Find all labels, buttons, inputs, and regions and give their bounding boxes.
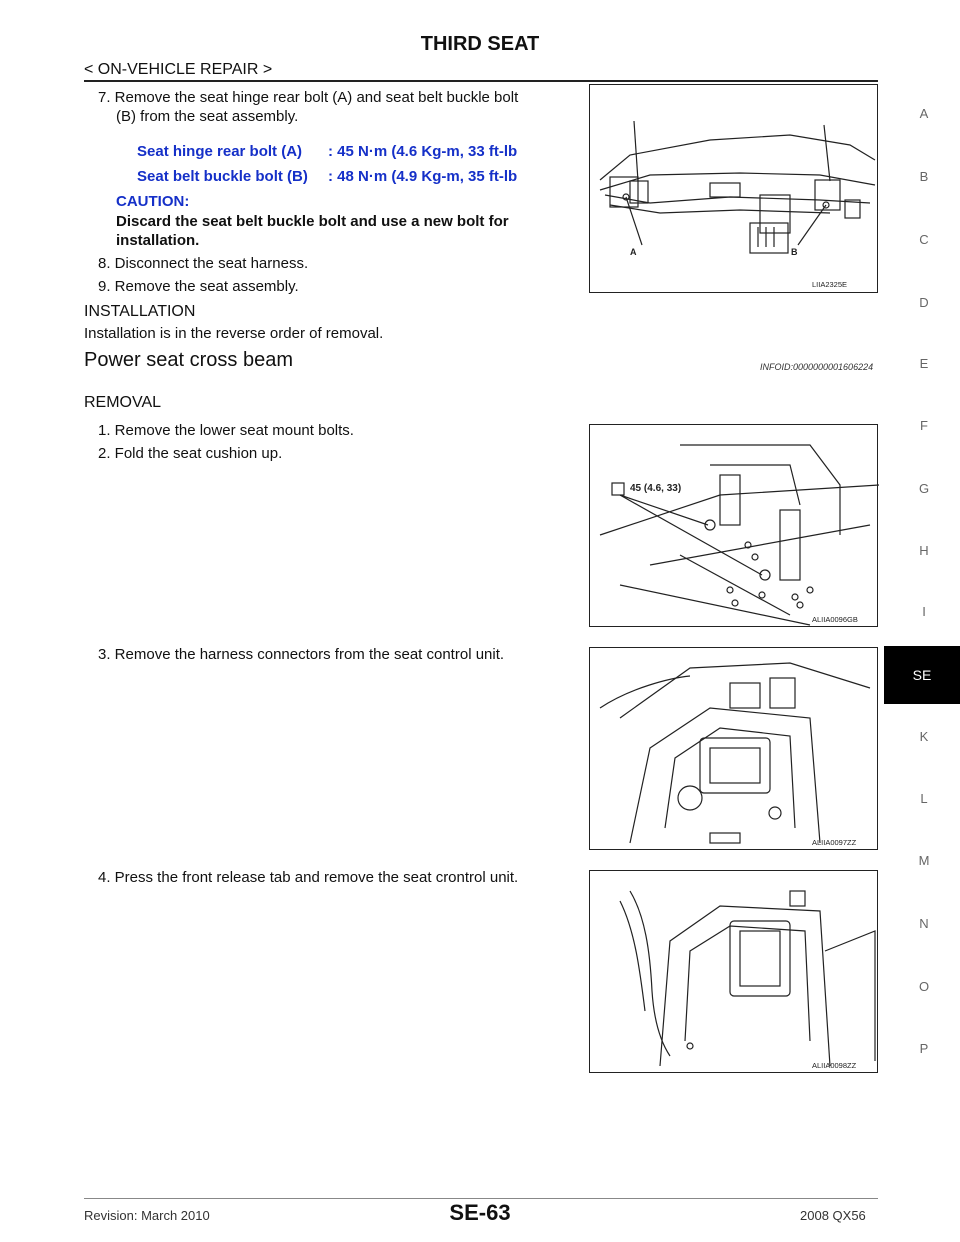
figure-harness-connectors xyxy=(589,647,878,850)
figure-release-drawing xyxy=(590,871,879,1074)
figure-id-3: ALIIA0097ZZ xyxy=(812,838,857,847)
spec-value-hinge-bolt: : 45 N·m (4.6 Kg-m, 33 ft-lb xyxy=(328,143,518,160)
figure-id-2: ALIIA0096GB xyxy=(812,615,858,624)
side-index-c[interactable]: C xyxy=(919,232,929,247)
figure-seat-hinge-drawing xyxy=(590,85,879,294)
figure-label-a: A xyxy=(630,247,637,257)
footer-model: 2008 QX56 xyxy=(800,1208,866,1223)
side-index-b[interactable]: B xyxy=(919,169,929,184)
removal-heading: REMOVAL xyxy=(84,394,162,411)
installation-text: Installation is in the reverse order of removal. xyxy=(84,325,384,342)
figure-id-4: ALIIA0098ZZ xyxy=(812,1061,857,1070)
step-9: 9. Remove the seat assembly. xyxy=(98,278,299,295)
side-index-k[interactable]: K xyxy=(919,729,929,744)
power-seat-heading: Power seat cross beam xyxy=(84,349,293,371)
step-7-line-2: (B) from the seat assembly. xyxy=(116,108,299,125)
side-index-a[interactable]: A xyxy=(919,106,929,121)
figure-seat-mount-drawing xyxy=(590,425,879,628)
torque-callout: 45 (4.6, 33) xyxy=(630,483,682,494)
installation-heading: INSTALLATION xyxy=(84,303,196,320)
side-index-l[interactable]: L xyxy=(920,791,928,806)
footer-page-number: SE-63 xyxy=(449,1200,511,1225)
side-index-p[interactable]: P xyxy=(919,1041,929,1056)
header-rule xyxy=(84,80,878,82)
caution-line-1: Discard the seat belt buckle bolt and use a new bolt for xyxy=(116,213,509,230)
step-3: 3. Remove the harness connectors from the seat control unit. xyxy=(98,646,505,663)
side-index-f[interactable]: F xyxy=(920,418,928,433)
caution-line-2: installation. xyxy=(116,232,200,249)
page-title: THIRD SEAT xyxy=(420,33,540,55)
figure-harness-drawing xyxy=(590,648,879,851)
step-1: 1. Remove the lower seat mount bolts. xyxy=(98,422,354,439)
side-index-g[interactable]: G xyxy=(918,481,930,496)
breadcrumb: < ON-VEHICLE REPAIR > xyxy=(84,61,273,78)
side-index-o[interactable]: O xyxy=(918,979,930,994)
footer-rule xyxy=(84,1198,878,1199)
figure-seat-hinge-bolts xyxy=(589,84,878,293)
side-index-h[interactable]: H xyxy=(919,543,929,558)
spec-value-buckle-bolt: : 48 N·m (4.9 Kg-m, 35 ft-lb xyxy=(328,168,518,185)
info-id: INFOID:0000000001606224 xyxy=(760,362,874,372)
step-8: 8. Disconnect the seat harness. xyxy=(98,255,309,272)
spec-label-buckle-bolt: Seat belt buckle bolt (B) xyxy=(137,168,308,185)
step-4: 4. Press the front release tab and remove the seat crontrol unit. xyxy=(98,869,519,886)
figure-label-b: B xyxy=(791,247,798,257)
figure-release-tab xyxy=(589,870,878,1073)
spec-label-hinge-bolt: Seat hinge rear bolt (A) xyxy=(137,143,303,160)
side-index-i[interactable]: I xyxy=(922,604,926,619)
side-index-m[interactable]: M xyxy=(918,853,930,868)
side-index-n[interactable]: N xyxy=(919,916,929,931)
caution-label: CAUTION: xyxy=(116,193,190,210)
figure-id-1: LIIA2325E xyxy=(812,280,848,289)
footer-revision: Revision: March 2010 xyxy=(84,1208,210,1223)
figure-lower-seat-mount xyxy=(589,424,878,627)
side-index-e[interactable]: E xyxy=(919,356,929,371)
side-index-active-tab[interactable]: SE xyxy=(884,646,960,704)
step-7-line-1: 7. Remove the seat hinge rear bolt (A) and seat belt buckle bolt xyxy=(98,89,519,106)
step-2: 2. Fold the seat cushion up. xyxy=(98,445,283,462)
side-index-d[interactable]: D xyxy=(919,295,929,310)
